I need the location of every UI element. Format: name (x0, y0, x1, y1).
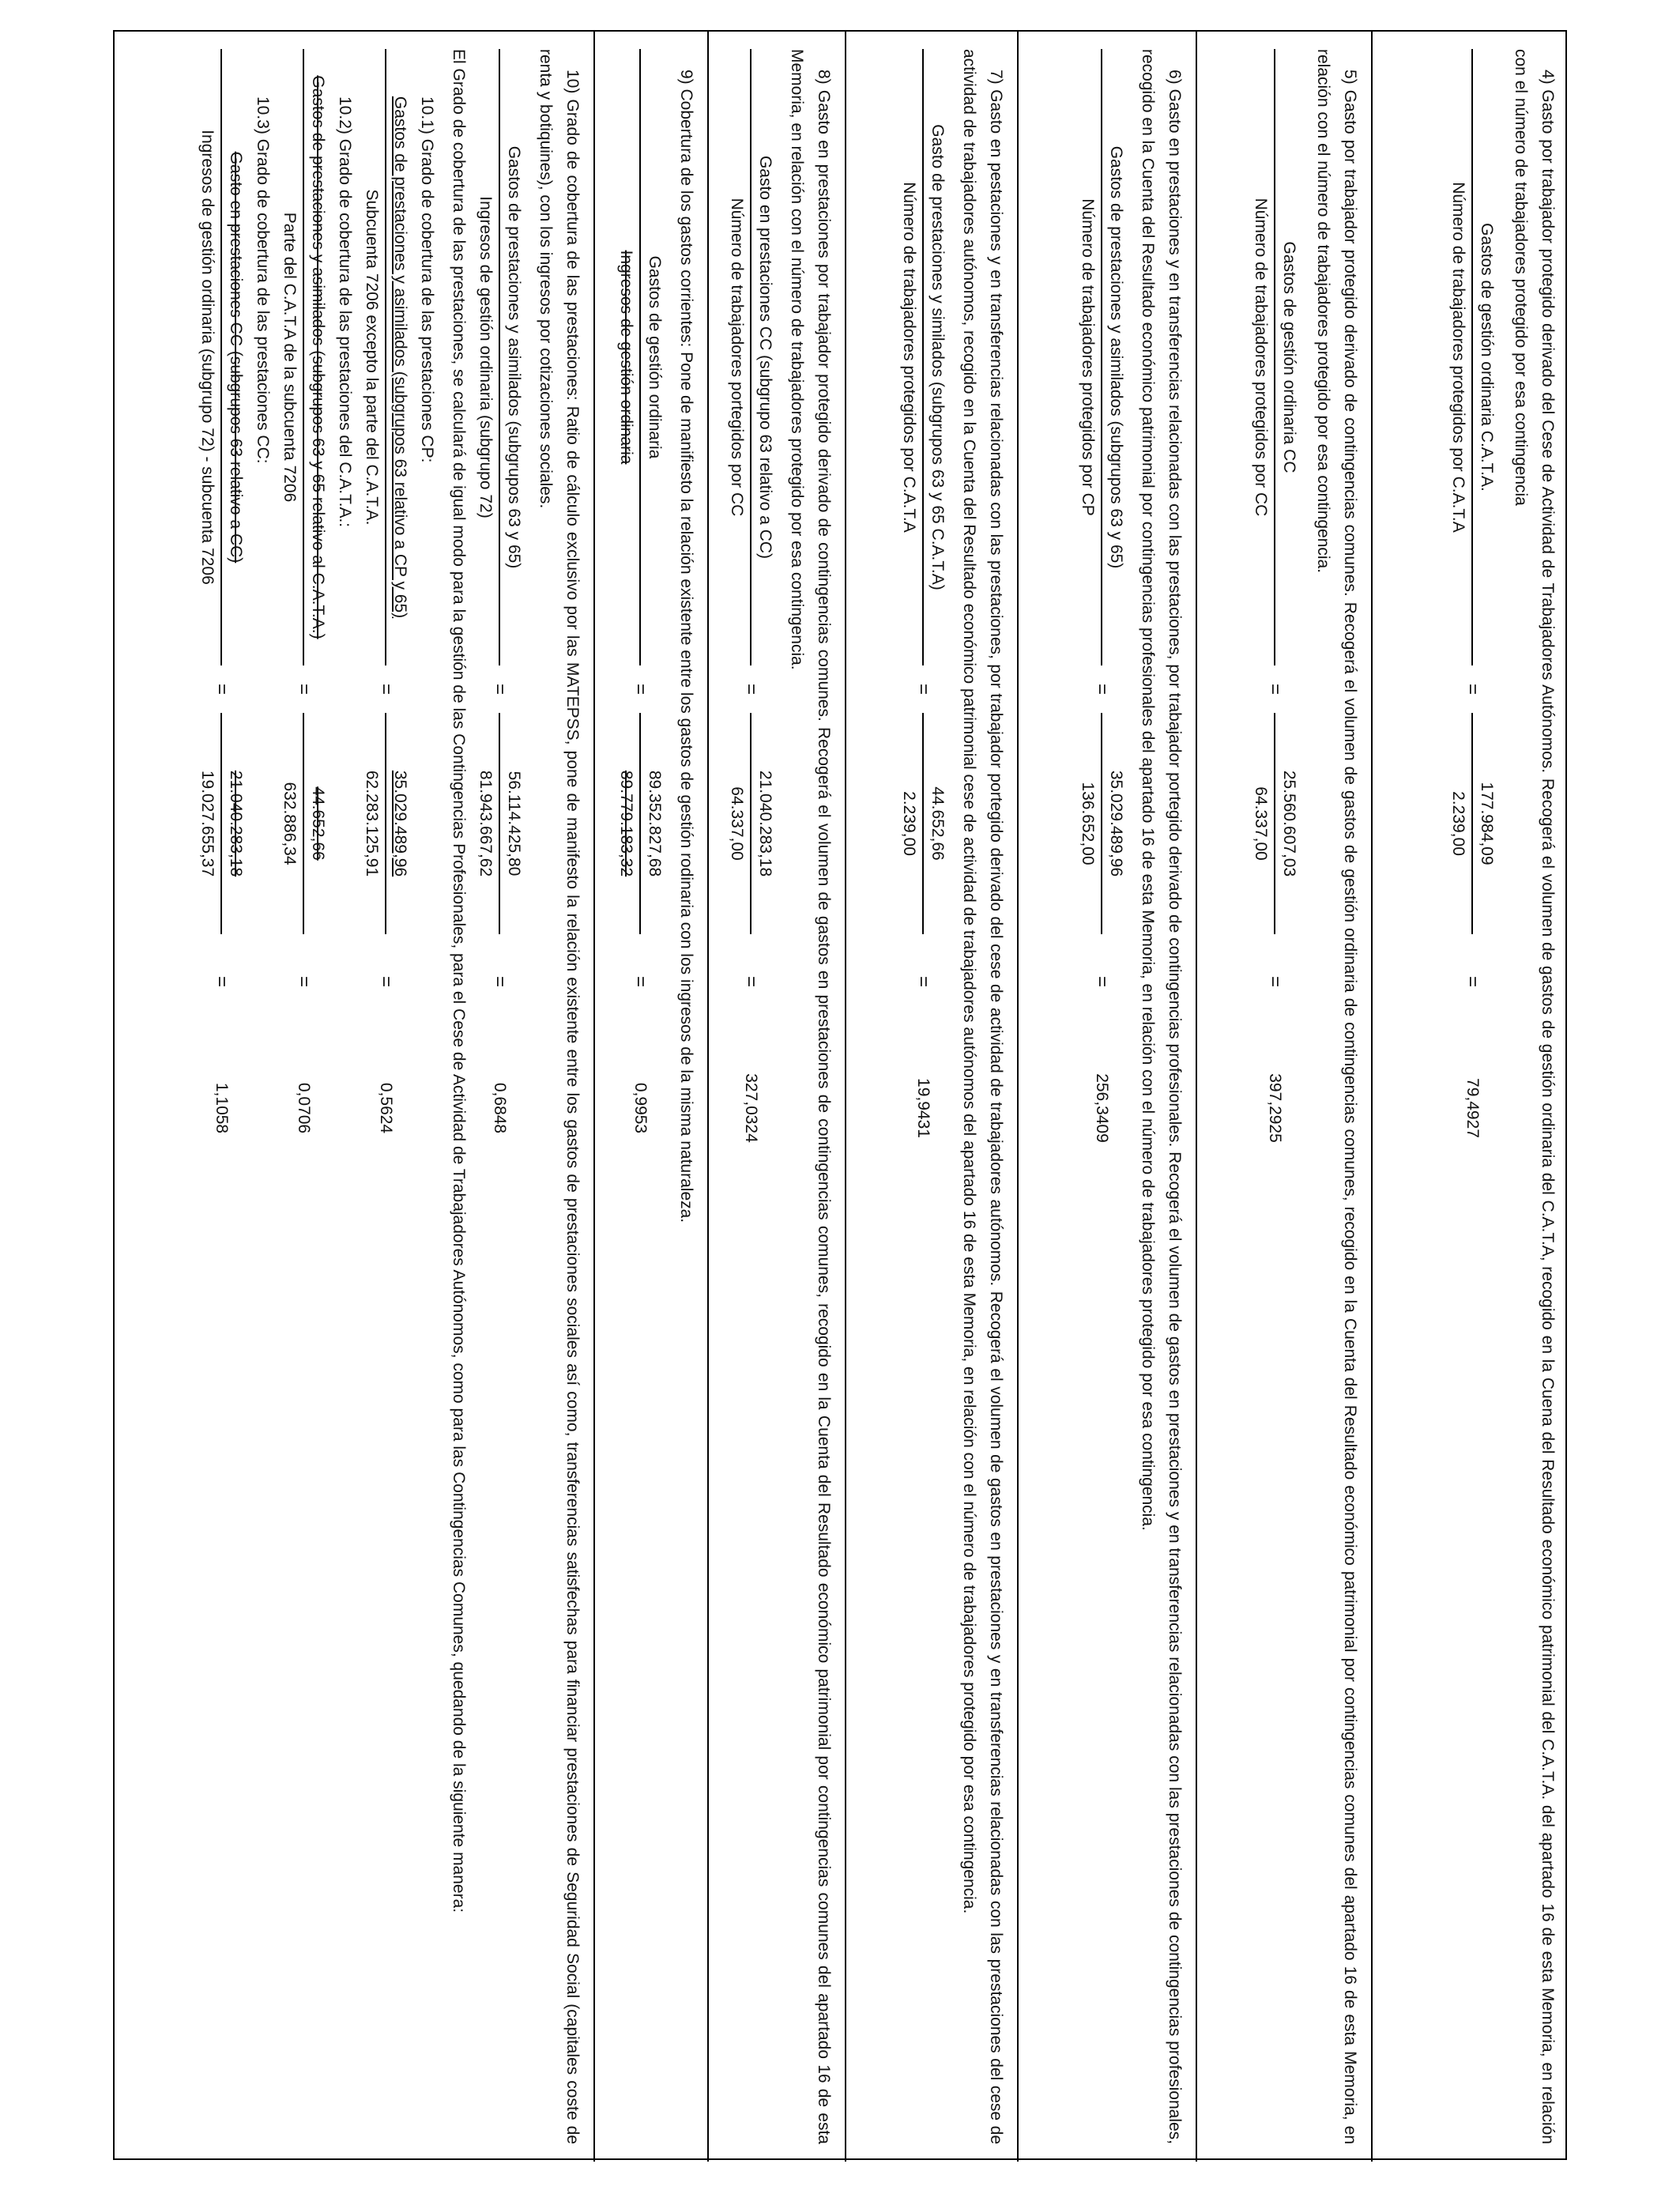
denominator-label: Número de trabajadores protegidos por C.A.T.A (1445, 49, 1473, 665)
equals-sign: = (913, 975, 934, 987)
denominator-label: Ingresos de gestión ordinaria (612, 49, 641, 665)
equals-sign: = (489, 975, 510, 987)
section-7-text: 7) Gasto en pestaciones y en transferencias relacionadas con las prestaciones, por trabajador portegido derivado del cese de actividad de trabajadores autónomos. Recogerá el volumen de gastos en prestaciones y en transferencias relacionadas con las prestaciones del cese de actividad de trabajadores autónomos, recogido en la Cuenta del Resultado económico patrimonial cese de actividad de trabajadores autónomos del apartado 16 de esta Memoria, en relación con el número de trabajadores protegido por esa contingencia. (960, 49, 1005, 2144)
equals-sign: = (1091, 683, 1113, 695)
section-8-formula (723, 49, 778, 2144)
numerator-value: 89.352.827,68 (646, 770, 664, 877)
ratio-result: 327,0324 (742, 1073, 760, 1143)
ratio-result: 1,1058 (213, 1082, 231, 1134)
denominator-label: Número de trabajadores protegidos por C.A.T.A (895, 49, 924, 665)
subsection-10-1-formula (358, 49, 413, 2144)
denominator-value: 89.779.183,32 (612, 713, 641, 934)
equals-sign: = (740, 975, 762, 987)
numerator-label: Gasto en prestaciones CC (subgrupo 63 relativo a CC) (756, 155, 774, 560)
section-5 (1196, 32, 1371, 2162)
section-6 (1017, 32, 1196, 2162)
denominator-label: Ingresos de gestión ordinaria (subgrupo 72) (472, 49, 500, 665)
equals-sign: = (375, 975, 397, 987)
denominator-label: Número de trabajadores protegidos por CC (1247, 49, 1275, 665)
equals-sign: = (293, 683, 315, 695)
section-4 (1371, 32, 1569, 2162)
equals-sign: = (1264, 683, 1286, 695)
equals-sign: = (1462, 975, 1483, 987)
equals-sign: = (211, 975, 232, 987)
section-8-text: 8) Gasto en prestaciones por trabajador protegido derivado de contingencias comunes. Recogerá el volumen de gastos en prestaciones de contingencias comunes, recogido en la Cuenta del Resultado económico patrimonial por contingencias comunes del apartado 16 de esta Memoria, en relación con el número de trabajadores protegido por esa contingencia. (788, 49, 833, 2144)
denominator-value: 136.652,00 (1074, 713, 1102, 934)
ratio-result: 0,9953 (631, 1082, 650, 1134)
ratio-result: 0,5624 (377, 1082, 395, 1134)
denominator-value: 81.943.667,62 (472, 713, 500, 934)
equals-sign: = (1264, 975, 1286, 987)
numerator-value: 21.040.283,18 (227, 770, 245, 877)
subsection-10-2-title: 10.2) Grado de cobertura de las prestaciones del C.A.T.A.: (336, 96, 354, 528)
equals-sign: = (630, 975, 651, 987)
denominator-value: 2.239,00 (1445, 713, 1473, 934)
subsection-10-3-formula (194, 49, 249, 2144)
ratio-result: 256,3409 (1093, 1073, 1111, 1143)
ratio-result: 79,4927 (1463, 1078, 1482, 1138)
equals-sign: = (1462, 683, 1483, 695)
ratio-result: 397,2925 (1266, 1073, 1284, 1143)
numerator-value: 177.984,09 (1478, 782, 1496, 865)
numerator-label: Gastos de prestaciones y asimilados (subgrupos 63 relativo a CP y 65) (391, 96, 409, 619)
section-6-formula (1074, 49, 1129, 2144)
numerator-value: 25.560.607,03 (1280, 770, 1298, 877)
denominator-label: Ingresos de gestión ordinaria (subgrupo 72) - subcuenta 7206 (194, 49, 222, 665)
section-6-text: 6) Gasto en prestaciones y en transferencias relacionadas con las prestaciones, por trabajador portegido derivado de contingencias profesionales. Recogerá el volumen de gastos en prestaciones y en transferencias relacionadas con las prestaciones de contingencias profesionales, recogido en la Cuenta del Resultado económico patrimonial por contingencias profesionales del apartado 16 de esta Memoria, en relación con el número de trabajadores protegido por esa contingencia. (1139, 49, 1184, 2144)
section-4-formula (1442, 49, 1502, 2144)
denominator-value: 64.337,00 (1247, 713, 1275, 934)
numerator-label: Gastos de prestaciones y asimilados (subgrupos 63 y 65 relativo al C.A.T.A.) (309, 75, 327, 639)
denominator-label: Parte del C.A.T.A de la subcuenta 7206 (276, 49, 304, 665)
subsection-10-1-title: 10.1) Grado de cobertura de las prestaciones CP: (418, 96, 436, 463)
equals-sign: = (740, 683, 762, 695)
section-10-text: 10) Grado de cobertura de las prestaciones: Ratio de cálculo exclusivo por las MATEPSS, pone de manifesto la relación existente entre los gastos de prestaciones sociales así como, transferencias satisfechas para financiar prestaciones de Seguridad Social (capitales coste de renta y botiquines), con los ingresos por cotizaciones sociales. (537, 49, 582, 2144)
numerator-value: 56.114.425,80 (505, 771, 523, 876)
equals-sign: = (913, 683, 934, 695)
ratio-result: 19,9431 (914, 1078, 932, 1138)
subsection-10-2-formula (276, 49, 331, 2144)
numerator-label: Gastos de prestaciones y asimilados (subgrupos 63 y 65) (505, 145, 523, 569)
numerator-label: Gastos de gestión ordinaria CC (1280, 241, 1298, 473)
section-8 (707, 32, 845, 2162)
ratio-result: 0,6848 (491, 1082, 509, 1134)
section-9 (593, 32, 707, 2162)
numerator-value: 44.652,66 (929, 786, 947, 861)
numerator-value: 44.652,66 (309, 786, 327, 861)
section-5-formula (1245, 49, 1305, 2144)
numerator-label: Gasto en prestaciones CC (subgrupos 63 relativo a CC) (227, 151, 245, 564)
numerator-value: 21.040.283,18 (756, 770, 774, 877)
section-10-intro: El Grado de cobertura de las prestaciones, se calculará de igual modo para la gestión de las Contingencias Profesionales, para el Cese de Actividad de Trabajadores Autónomos, como para las Contingencias Comunes, quedando de la siguiente manera: (450, 49, 468, 1913)
section-7-formula (895, 49, 951, 2144)
ratio-result: 0,0706 (295, 1082, 313, 1134)
section-9-text: 9) Cobertura de los gastos corrientes: Pone de manifiesto la relación existente entre los gastos de gestión rodinaria con los ingresos de la misma naturaleza. (677, 70, 695, 1223)
denominator-label: Número de trabajadores portegidos por CC (723, 49, 751, 665)
numerator-value: 35.029.489,96 (1107, 770, 1125, 877)
numerator-label: Gastos de prestaciones y asimilados (subgrupos 63 y 65) (1107, 145, 1125, 569)
section-4-text: 4) Gasto por trabajador protegido derivado del Cese de Actividad de Trabajadores Autónomos. Recogerá el volumen de gastos de gestión ordinaria del C.A.T.A, recogido en la Cuena del Resultado económico patrimonial del C.A.T.A. del apartado 16 de esta Memoria, en relación con el número de trabajadores protegido por esa contingencia (1512, 49, 1557, 2144)
page-frame (113, 30, 1567, 2160)
numerator-label: Gastos de gestión ordinaria (646, 255, 664, 459)
subsection-10-3-title: 10.3) Grado de cobertura de las prestaciones CC: (254, 96, 272, 464)
equals-sign: = (293, 975, 315, 987)
equals-sign: = (375, 683, 397, 695)
section-10 (116, 32, 593, 2162)
numerator-label: Gastos de gestión ordinaria C.A.T.A. (1478, 223, 1496, 492)
section-7 (845, 32, 1017, 2162)
denominator-value: 64.337,00 (723, 713, 751, 934)
numerator-label: Gasto de prestaciones y similados (subgrupos 63 y 65 C.A.T.A) (929, 124, 947, 590)
numerator-value: 35.029.489,96 (391, 770, 409, 877)
denominator-value: 62.283.125,91 (358, 713, 386, 934)
section-5-text: 5) Gasto por trabajador protegido derivado de contingencias comunes. Recogerá el volumen de gastos de gestión ordinaria de contingencias comunes, recogido en la Cuenta del Resultado económico patrimonial por contingencias comunes del apartado 16 de esta Memoria, en relación con el número de trabajadores protegido por esa contingencia. (1314, 49, 1359, 2144)
denominator-label: Subcuenta 7206 excepto la parte del C.A.T.A. (358, 49, 386, 665)
denominator-value: 19.027.655,37 (194, 713, 222, 934)
equals-sign: = (1091, 975, 1113, 987)
section-9-formula (612, 49, 668, 2144)
equals-sign: = (630, 683, 651, 695)
denominator-value: 2.239,00 (895, 713, 924, 934)
equals-sign: = (211, 683, 232, 695)
section-10-formula (472, 49, 527, 2144)
denominator-value: 632.886,34 (276, 713, 304, 934)
equals-sign: = (489, 683, 510, 695)
rotated-content (115, 32, 1569, 2162)
denominator-label: Número de trabajadores protegidos por CP (1074, 49, 1102, 665)
